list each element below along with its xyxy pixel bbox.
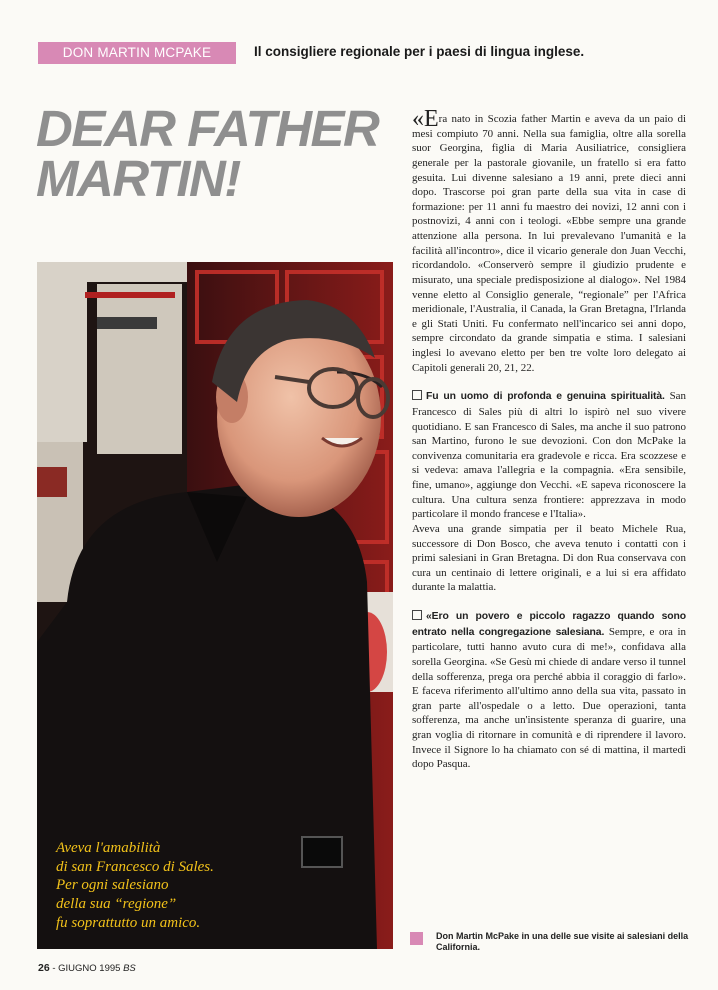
- drop-cap: E: [424, 106, 439, 132]
- folio-separator: -: [52, 963, 56, 974]
- section-text: San Francesco di Sales più di altri lo ispirò nel suo vivere quotidiano. E san Francesco di Sales, ma anche il suo patrono san Martino, furono le sue devozioni. Con don McPake la convivenza comunitaria era gradevole e ricca. Era scozzese e si vedeva: amava l'allegria e la compagnia. «Era sensibile, fine, umano», aggiunge don Vecchi. «E sapeva riconoscere la cultura. Una cultura senza frontiere: apprezzava in modo particolare il mondo francese e l'Italia».: [412, 390, 687, 521]
- page-folio: [38, 962, 136, 974]
- paragraph-intro: [412, 106, 686, 375]
- section-illness: [412, 609, 686, 772]
- headline-line-2: MARTIN!: [36, 150, 240, 207]
- note-text: Don Martin McPake in una delle sue visite ai salesiani della California.: [436, 931, 689, 952]
- note-square-icon: [410, 932, 423, 945]
- intro-text: ra nato in Scozia father Martin e aveva da un paio di mesi compiuto 70 anni. Nella sua famiglia, oltre alla sorella suor Georgina, figlia di Maria Ausiliatrice, consigliera generale per la pastorale giovanile, un fratello si era fatto gesuita. Lui divenne salesiano a 19 anni, prete dieci anni dopo. Trascorse poi gran parte della sua vita in case di formazione: per 11 anni fu maestro dei novizi, 12 anni con i postnovizi, 4 anni con i teologi. «Ebbe sempre una grande attenzione alla persona. In lui prevalevano l'umanità e la facilità all'incontro», dice il vicario generale don Juan Vecchi, ricordandolo. «Conserverò sempre il giudizio prudente e misurato, una speciale predisposizione al dialogo». Nel 1984 venne eletto al Consiglio generale, “regionale” per l'Africa meridionale, l'Australia, il Canada, la Gran Bretagna, l'Irlanda e gli Stati Uniti. Fu confermato nell'incarico sei anni dopo, sempre circondato da grande simpatia e stima. I salesiani inglesi lo avevano eletto per ben tre volte loro delegato ai Capitoli generali 20, 21, 22.: [412, 113, 686, 374]
- article-body: [412, 106, 687, 772]
- article-subtitle: Il consigliere regionale per i paesi di lingua inglese.: [254, 44, 585, 59]
- section-text: Sempre, e ora in particolare, tutti hanno avuto cura di me!», confidava alla sorella Georgina. «Se Gesù mi chiede di andare verso il tunnel della sofferenza, prega ora perché abbia il coraggio di farlo». E faceva riferimento all'ultimo anno della sua vita, passato in gran parte all'ospedale o a letto. Due operazioni, tanta sofferenza, ma anche un'insistente speranza di guarire, una gran voglia di ritornare in comunità e di riprendere il lavoro. Invece il Signore lo ha chiamato con sé di mattina, il martedì dopo Pasqua.: [412, 625, 686, 771]
- page-number: 26: [38, 962, 50, 974]
- section-lead: «Ero un povero e piccolo ragazzo quando sono entrato nella congregazione salesiana.: [412, 611, 686, 638]
- caption-line: Per ogni salesiano: [56, 877, 169, 894]
- caption-line: della sua “regione”: [56, 896, 177, 913]
- issue-date: GIUGNO 1995: [58, 963, 121, 974]
- section-lead: Fu un uomo di profonda e genuina spiritualità.: [426, 391, 665, 403]
- headline-line-1: DEAR FATHER: [36, 100, 379, 157]
- portrait-photo: [37, 262, 393, 949]
- caption-line: Aveva l'amabilità: [56, 840, 161, 856]
- section-box-icon: [412, 390, 422, 400]
- section-kicker: DON MARTIN MCPAKE: [38, 42, 236, 64]
- magazine-name: BS: [123, 963, 136, 974]
- paragraph-rua: Aveva una grande simpatia per il beato Michele Rua, successore di Don Bosco, che aveva tenuto i contatti con i primi salesiani in Gran Bretagna. Di don Rua conservava con cura un centinaio di lettere originali, e a lui si era affidato durante la malattia.: [412, 522, 686, 594]
- section-spirituality: [412, 389, 686, 522]
- section-box-icon: [412, 610, 422, 620]
- caption-line: fu soprattutto un amico.: [56, 914, 201, 931]
- caption-line: di san Francesco di Sales.: [56, 858, 214, 875]
- photo-caption: [56, 839, 286, 933]
- open-quote: «: [412, 106, 424, 132]
- article-headline: [36, 100, 406, 207]
